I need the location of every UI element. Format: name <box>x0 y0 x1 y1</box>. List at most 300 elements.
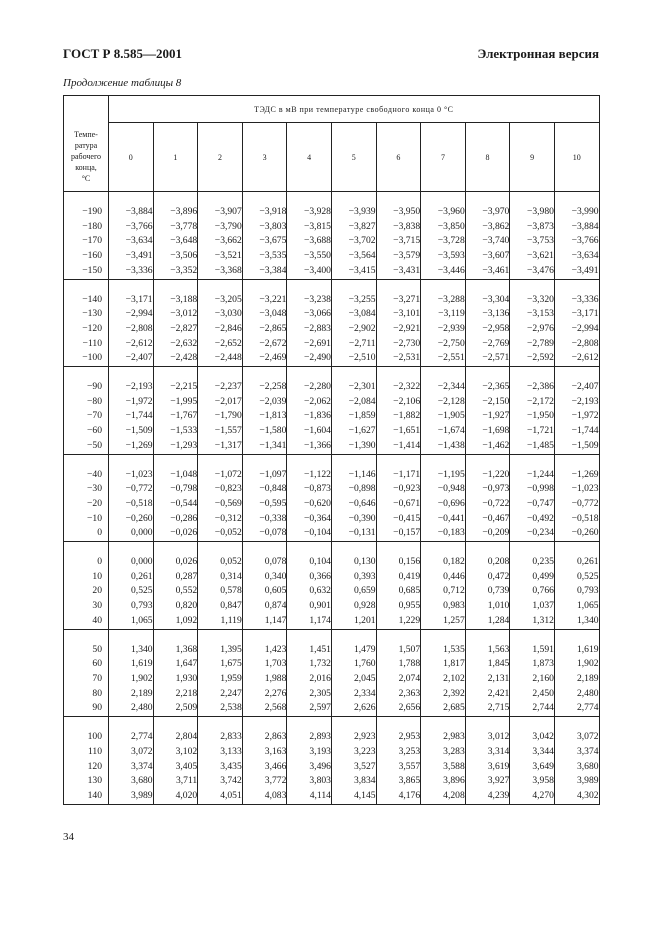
emf-value-cell: 0,525 <box>554 570 599 585</box>
table-row <box>64 234 600 249</box>
emf-value-cell: −3,066 <box>287 307 332 322</box>
emf-value-cell: −3,634 <box>109 234 154 249</box>
emf-value-cell: 3,466 <box>242 760 287 775</box>
temperature-cell: 70 <box>64 672 109 687</box>
table-row <box>64 512 600 527</box>
emf-value-cell: 1,507 <box>376 643 421 658</box>
emf-value-cell: −2,407 <box>554 380 599 395</box>
emf-value-cell: −3,400 <box>287 264 332 279</box>
emf-value-cell: −1,146 <box>331 468 376 483</box>
emf-value-cell: 1,395 <box>198 643 243 658</box>
emf-value-cell: 3,989 <box>109 789 154 804</box>
emf-value-cell: 4,302 <box>554 789 599 804</box>
emf-value-cell: −1,790 <box>198 409 243 424</box>
temperature-cell: 0 <box>64 555 109 570</box>
emf-value-cell: −3,255 <box>331 293 376 308</box>
emf-value-cell: −1,023 <box>554 482 599 497</box>
emf-value-cell: 0,793 <box>554 584 599 599</box>
emf-value-cell: −1,744 <box>109 409 154 424</box>
emf-value-cell: −3,384 <box>242 264 287 279</box>
emf-value-cell: −0,671 <box>376 497 421 512</box>
emf-value-cell: −2,789 <box>510 337 555 352</box>
emf-value-cell: −0,338 <box>242 512 287 527</box>
emf-value-cell: −1,674 <box>421 424 466 439</box>
emf-value-cell: −0,646 <box>331 497 376 512</box>
emf-value-cell: −0,052 <box>198 526 243 541</box>
emf-value-cell: −3,702 <box>331 234 376 249</box>
emf-value-cell: 0,156 <box>376 555 421 570</box>
temperature-cell: 30 <box>64 599 109 614</box>
emf-value-cell: 3,374 <box>109 760 154 775</box>
emf-value-cell: −0,998 <box>510 482 555 497</box>
emf-value-cell: −1,698 <box>465 424 510 439</box>
column-header: 9 <box>510 123 555 192</box>
emf-value-cell: −3,336 <box>109 264 154 279</box>
emf-value-cell: 0,928 <box>331 599 376 614</box>
emf-value-cell: −1,048 <box>153 468 198 483</box>
emf-value-cell: −3,476 <box>510 264 555 279</box>
group-separator <box>64 192 600 206</box>
temperature-cell: −140 <box>64 293 109 308</box>
emf-value-cell: 0,104 <box>287 555 332 570</box>
emf-value-cell: −3,288 <box>421 293 466 308</box>
emf-value-cell: 1,760 <box>331 657 376 672</box>
emf-value-cell: −1,023 <box>109 468 154 483</box>
table-row <box>64 249 600 264</box>
emf-value-cell: −3,491 <box>554 264 599 279</box>
emf-value-cell: 2,189 <box>554 672 599 687</box>
emf-value-cell: 1,988 <box>242 672 287 687</box>
emf-value-cell: 3,072 <box>109 745 154 760</box>
emf-value-cell: −2,386 <box>510 380 555 395</box>
emf-value-cell: 0,182 <box>421 555 466 570</box>
emf-value-cell: 3,680 <box>554 760 599 775</box>
emf-value-cell: −1,366 <box>287 439 332 454</box>
emf-value-cell: 1,479 <box>331 643 376 658</box>
emf-value-cell: −3,205 <box>198 293 243 308</box>
emf-value-cell: 0,793 <box>109 599 154 614</box>
emf-value-cell: −2,994 <box>109 307 154 322</box>
emf-value-cell: 3,772 <box>242 774 287 789</box>
temperature-cell: 100 <box>64 730 109 745</box>
emf-value-cell: 1,451 <box>287 643 332 658</box>
temperature-cell: −60 <box>64 424 109 439</box>
emf-value-cell: −0,747 <box>510 497 555 512</box>
emf-value-cell: 1,119 <box>198 614 243 629</box>
emf-value-cell: 1,174 <box>287 614 332 629</box>
emf-value-cell: −2,193 <box>109 380 154 395</box>
emf-value-cell: 0,261 <box>109 570 154 585</box>
emf-value-cell: 2,480 <box>109 701 154 716</box>
emf-value-cell: −0,620 <box>287 497 332 512</box>
row-header-line: ратура <box>74 141 98 151</box>
emf-value-cell: −2,428 <box>153 351 198 366</box>
emf-value-cell: 0,983 <box>421 599 466 614</box>
emf-value-cell: −2,612 <box>554 351 599 366</box>
emf-value-cell: −3,153 <box>510 307 555 322</box>
emf-value-cell: −3,012 <box>153 307 198 322</box>
emf-value-cell: 3,834 <box>331 774 376 789</box>
emf-value-cell: 3,163 <box>242 745 287 760</box>
emf-value-cell: 2,744 <box>510 701 555 716</box>
row-header-line: Темпе- <box>74 130 98 140</box>
column-header: 7 <box>421 123 466 192</box>
emf-value-cell: −3,918 <box>242 205 287 220</box>
emf-value-cell: 1,902 <box>554 657 599 672</box>
emf-value-cell: 2,983 <box>421 730 466 745</box>
table-row <box>64 687 600 702</box>
emf-value-cell: −2,958 <box>465 322 510 337</box>
emf-value-cell: −1,721 <box>510 424 555 439</box>
emf-value-cell: 4,114 <box>287 789 332 804</box>
emf-value-cell: 4,208 <box>421 789 466 804</box>
emf-value-cell: −3,461 <box>465 264 510 279</box>
temperature-cell: 130 <box>64 774 109 789</box>
emf-value-cell: −1,557 <box>198 424 243 439</box>
emf-value-cell: 3,711 <box>153 774 198 789</box>
emf-value-cell: −3,970 <box>465 205 510 220</box>
temperature-cell: 40 <box>64 614 109 629</box>
emf-value-cell: −3,271 <box>376 293 421 308</box>
emf-value-cell: 0,685 <box>376 584 421 599</box>
emf-value-cell: −1,859 <box>331 409 376 424</box>
emf-value-cell: −2,344 <box>421 380 466 395</box>
emf-value-cell: 3,496 <box>287 760 332 775</box>
emf-value-cell: 3,896 <box>421 774 466 789</box>
emf-value-cell: −3,838 <box>376 220 421 235</box>
table-row <box>64 395 600 410</box>
emf-value-cell: −2,769 <box>465 337 510 352</box>
group-separator <box>64 629 600 643</box>
emf-value-cell: −3,753 <box>510 234 555 249</box>
emf-value-cell: 0,419 <box>376 570 421 585</box>
emf-value-cell: −1,533 <box>153 424 198 439</box>
emf-value-cell: −3,990 <box>554 205 599 220</box>
emf-value-cell: −1,438 <box>421 439 466 454</box>
emf-value-cell: −0,157 <box>376 526 421 541</box>
emf-value-cell: 3,989 <box>554 774 599 789</box>
emf-value-cell: 2,893 <box>287 730 332 745</box>
emf-value-cell: 0,314 <box>198 570 243 585</box>
page-number: 34 <box>63 831 74 843</box>
emf-value-cell: −2,490 <box>287 351 332 366</box>
emf-value-cell: −0,518 <box>109 497 154 512</box>
group-separator <box>64 367 600 381</box>
emf-value-cell: −3,521 <box>198 249 243 264</box>
emf-value-cell: 2,334 <box>331 687 376 702</box>
emf-value-cell: −0,569 <box>198 497 243 512</box>
emf-value-cell: −3,621 <box>510 249 555 264</box>
emf-value-cell: −3,221 <box>242 293 287 308</box>
emf-value-cell: −3,119 <box>421 307 466 322</box>
emf-value-cell: −1,097 <box>242 468 287 483</box>
emf-value-cell: 3,742 <box>198 774 243 789</box>
emf-value-cell: −1,836 <box>287 409 332 424</box>
table-row <box>64 789 600 804</box>
group-separator <box>64 454 600 468</box>
emf-value-cell: −1,651 <box>376 424 421 439</box>
emf-value-cell: 0,000 <box>109 526 154 541</box>
emf-value-cell: 3,253 <box>376 745 421 760</box>
emf-value-cell: 2,074 <box>376 672 421 687</box>
emf-value-cell: −3,171 <box>109 293 154 308</box>
emf-value-cell: 1,423 <box>242 643 287 658</box>
emf-value-cell: −0,772 <box>109 482 154 497</box>
emf-value-cell: 3,619 <box>465 760 510 775</box>
temperature-cell: −90 <box>64 380 109 395</box>
emf-value-cell: 0,052 <box>198 555 243 570</box>
emf-value-cell: 1,619 <box>109 657 154 672</box>
emf-value-cell: 0,446 <box>421 570 466 585</box>
column-header: 2 <box>198 123 243 192</box>
column-header: 1 <box>153 123 198 192</box>
emf-value-cell: 1,535 <box>421 643 466 658</box>
temperature-cell: −160 <box>64 249 109 264</box>
emf-value-cell: 1,619 <box>554 643 599 658</box>
emf-value-cell: −0,467 <box>465 512 510 527</box>
emf-value-cell: −1,744 <box>554 424 599 439</box>
emf-value-cell: 1,647 <box>153 657 198 672</box>
emf-value-cell: 1,845 <box>465 657 510 672</box>
table-row <box>64 205 600 220</box>
emf-value-cell: −0,848 <box>242 482 287 497</box>
emf-value-cell: −2,994 <box>554 322 599 337</box>
emf-value-cell: −3,740 <box>465 234 510 249</box>
emf-value-cell: −0,209 <box>465 526 510 541</box>
emf-value-cell: 3,042 <box>510 730 555 745</box>
emf-value-cell: −1,580 <box>242 424 287 439</box>
table-row <box>64 424 600 439</box>
emf-value-cell: 1,817 <box>421 657 466 672</box>
emf-value-cell: 3,072 <box>554 730 599 745</box>
emf-value-cell: 0,955 <box>376 599 421 614</box>
emf-value-cell: 0,393 <box>331 570 376 585</box>
emf-value-cell: 1,873 <box>510 657 555 672</box>
emf-value-cell: 1,563 <box>465 643 510 658</box>
emf-value-cell: 2,656 <box>376 701 421 716</box>
emf-value-cell: −1,509 <box>109 424 154 439</box>
emf-value-cell: 0,287 <box>153 570 198 585</box>
emf-value-cell: −0,104 <box>287 526 332 541</box>
table-row <box>64 701 600 716</box>
table-row <box>64 439 600 454</box>
emf-value-cell: −2,612 <box>109 337 154 352</box>
emf-value-cell: 2,804 <box>153 730 198 745</box>
emf-value-cell: 0,739 <box>465 584 510 599</box>
emf-value-cell: −2,084 <box>331 395 376 410</box>
emf-value-cell: 0,525 <box>109 584 154 599</box>
temperature-cell: −120 <box>64 322 109 337</box>
emf-value-cell: 2,480 <box>554 687 599 702</box>
emf-value-cell: 2,102 <box>421 672 466 687</box>
emf-value-cell: −3,415 <box>331 264 376 279</box>
emf-value-cell: 1,959 <box>198 672 243 687</box>
table-continuation-label: Продолжение таблицы 8 <box>63 77 182 89</box>
emf-value-cell: −1,244 <box>510 468 555 483</box>
emf-value-cell: −3,648 <box>153 234 198 249</box>
emf-value-cell: 0,000 <box>109 555 154 570</box>
emf-value-cell: 2,509 <box>153 701 198 716</box>
table-row <box>64 672 600 687</box>
emf-value-cell: −2,365 <box>465 380 510 395</box>
temperature-cell: −150 <box>64 264 109 279</box>
emf-value-cell: −3,535 <box>242 249 287 264</box>
temperature-cell: −40 <box>64 468 109 483</box>
emf-value-cell: −2,039 <box>242 395 287 410</box>
emf-value-cell: 3,435 <box>198 760 243 775</box>
emf-value-cell: −3,101 <box>376 307 421 322</box>
emf-value-cell: −3,896 <box>153 205 198 220</box>
emf-value-cell: 2,538 <box>198 701 243 716</box>
edition-label: Электронная версия <box>477 46 599 61</box>
emf-value-cell: −1,813 <box>242 409 287 424</box>
emf-value-cell: −1,927 <box>465 409 510 424</box>
table-row <box>64 584 600 599</box>
emf-value-cell: 1,703 <box>242 657 287 672</box>
emf-value-cell: 1,065 <box>109 614 154 629</box>
emf-value-cell: −3,980 <box>510 205 555 220</box>
emf-value-cell: −3,827 <box>331 220 376 235</box>
group-separator <box>64 717 600 731</box>
emf-value-cell: 0,366 <box>287 570 332 585</box>
emf-value-cell: −1,767 <box>153 409 198 424</box>
temperature-cell: −110 <box>64 337 109 352</box>
emf-value-cell: −3,336 <box>554 293 599 308</box>
emf-value-cell: −0,798 <box>153 482 198 497</box>
emf-value-cell: 0,552 <box>153 584 198 599</box>
table-row <box>64 482 600 497</box>
emf-value-cell: −3,815 <box>287 220 332 235</box>
table-row <box>64 730 600 745</box>
emf-value-cell: −0,415 <box>376 512 421 527</box>
emf-value-cell: 2,450 <box>510 687 555 702</box>
emf-value-cell: 4,145 <box>331 789 376 804</box>
emf-value-cell: −3,803 <box>242 220 287 235</box>
emf-value-cell: −3,960 <box>421 205 466 220</box>
emf-value-cell: 3,803 <box>287 774 332 789</box>
table-row <box>64 351 600 366</box>
emf-value-cell: −2,921 <box>376 322 421 337</box>
emf-value-cell: 1,340 <box>554 614 599 629</box>
emf-value-cell: −3,136 <box>465 307 510 322</box>
emf-value-cell: −0,260 <box>554 526 599 541</box>
column-header: 3 <box>242 123 287 192</box>
emf-value-cell: −3,728 <box>421 234 466 249</box>
emf-value-cell: 0,026 <box>153 555 198 570</box>
temperature-cell: −190 <box>64 205 109 220</box>
emf-value-cell: −3,238 <box>287 293 332 308</box>
emf-value-cell: −2,827 <box>153 322 198 337</box>
emf-value-cell: −2,730 <box>376 337 421 352</box>
emf-value-cell: −1,390 <box>331 439 376 454</box>
emf-value-cell: 3,344 <box>510 745 555 760</box>
caption-corner-cell <box>64 96 109 123</box>
table-row <box>64 220 600 235</box>
column-header: 8 <box>465 123 510 192</box>
emf-value-cell: −2,632 <box>153 337 198 352</box>
emf-value-cell: −2,237 <box>198 380 243 395</box>
emf-value-cell: −0,312 <box>198 512 243 527</box>
table-row <box>64 497 600 512</box>
emf-value-cell: −3,766 <box>109 220 154 235</box>
table-row <box>64 614 600 629</box>
emf-value-cell: −1,122 <box>287 468 332 483</box>
emf-value-cell: 1,229 <box>376 614 421 629</box>
emf-value-cell: −1,972 <box>554 409 599 424</box>
emf-value-cell: −0,286 <box>153 512 198 527</box>
emf-value-cell: 3,405 <box>153 760 198 775</box>
column-header: 5 <box>331 123 376 192</box>
table-row <box>64 264 600 279</box>
emf-value-cell: 1,788 <box>376 657 421 672</box>
emf-value-cell: 2,189 <box>109 687 154 702</box>
emf-value-cell: 2,597 <box>287 701 332 716</box>
emf-value-cell: 2,715 <box>465 701 510 716</box>
emf-value-cell: 0,235 <box>510 555 555 570</box>
emf-value-cell: −2,691 <box>287 337 332 352</box>
table-row <box>64 657 600 672</box>
table-row <box>64 307 600 322</box>
emf-value-cell: −3,550 <box>287 249 332 264</box>
emf-value-cell: −1,995 <box>153 395 198 410</box>
emf-value-cell: −0,078 <box>242 526 287 541</box>
emf-value-cell: 0,340 <box>242 570 287 585</box>
emf-value-cell: −3,188 <box>153 293 198 308</box>
table-row <box>64 322 600 337</box>
emf-value-cell: 2,218 <box>153 687 198 702</box>
emf-value-cell: −2,128 <box>421 395 466 410</box>
temperature-cell: −50 <box>64 439 109 454</box>
emf-value-cell: 2,953 <box>376 730 421 745</box>
emf-value-cell: −1,171 <box>376 468 421 483</box>
emf-value-cell: 0,712 <box>421 584 466 599</box>
table-row <box>64 760 600 775</box>
row-header-cell <box>64 123 109 192</box>
emf-value-cell: −0,518 <box>554 512 599 527</box>
column-header: 0 <box>109 123 154 192</box>
emf-value-cell: 1,675 <box>198 657 243 672</box>
emf-value-cell: −2,592 <box>510 351 555 366</box>
emf-value-cell: −0,131 <box>331 526 376 541</box>
emf-value-cell: 3,012 <box>465 730 510 745</box>
emf-value-cell: 3,865 <box>376 774 421 789</box>
temperature-cell: −130 <box>64 307 109 322</box>
emf-value-cell: −0,772 <box>554 497 599 512</box>
emf-value-cell: −2,407 <box>109 351 154 366</box>
emf-value-cell: 2,626 <box>331 701 376 716</box>
emf-value-cell: −0,873 <box>287 482 332 497</box>
emf-value-cell: −3,491 <box>109 249 154 264</box>
emf-value-cell: −0,183 <box>421 526 466 541</box>
temperature-cell: 110 <box>64 745 109 760</box>
emf-value-cell: −2,846 <box>198 322 243 337</box>
emf-value-cell: −3,928 <box>287 205 332 220</box>
emf-value-cell: −2,976 <box>510 322 555 337</box>
emf-value-cell: 2,392 <box>421 687 466 702</box>
emf-value-cell: −2,883 <box>287 322 332 337</box>
emf-value-cell: −2,672 <box>242 337 287 352</box>
row-header-line: °С <box>81 174 91 184</box>
emf-value-cell: 0,605 <box>242 584 287 599</box>
standard-title: ГОСТ Р 8.585—2001 <box>63 46 182 61</box>
emf-value-cell: 2,305 <box>287 687 332 702</box>
temperature-cell: 120 <box>64 760 109 775</box>
emf-value-cell: 2,833 <box>198 730 243 745</box>
emf-value-cell: 0,766 <box>510 584 555 599</box>
emf-value-cell: −3,790 <box>198 220 243 235</box>
emf-value-cell: 2,774 <box>109 730 154 745</box>
emf-value-cell: −3,850 <box>421 220 466 235</box>
